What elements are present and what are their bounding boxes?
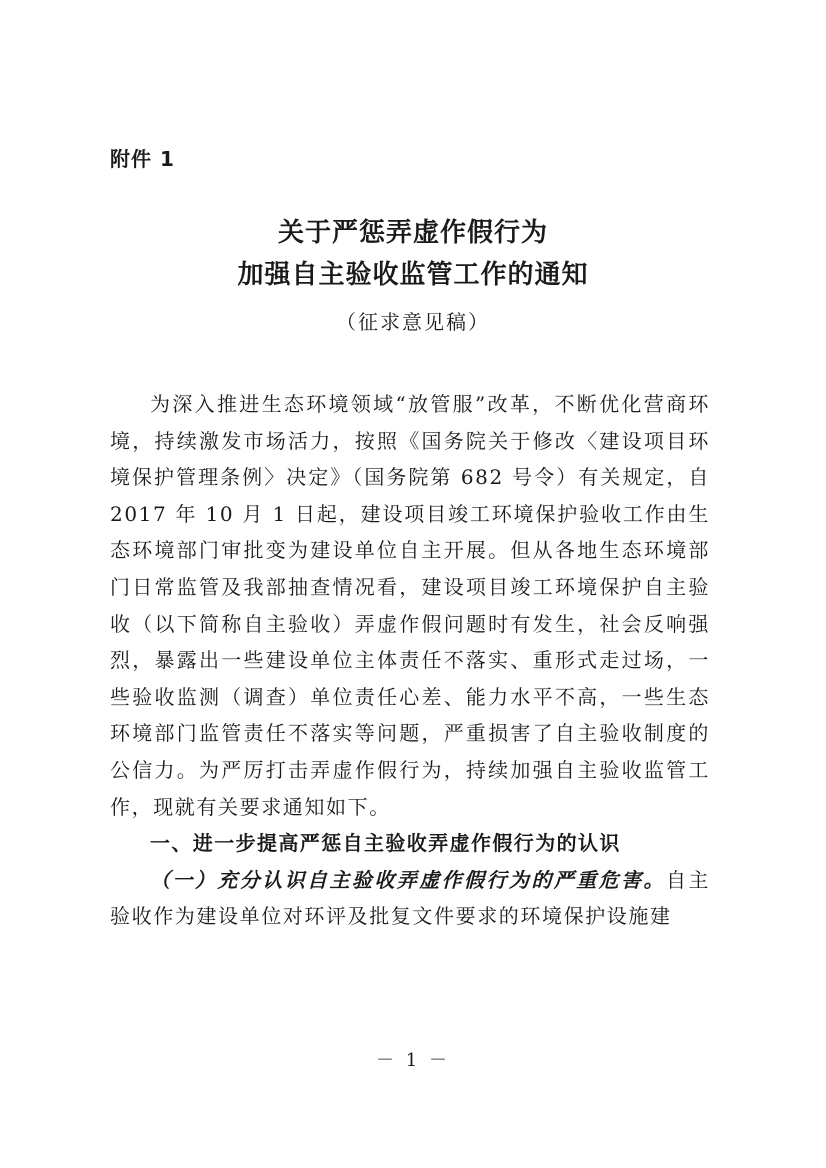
subsection-1-heading: （一）充分认识自主验收弄虚作假行为的严重危害。 <box>150 867 666 892</box>
section-1-heading: 一、进一步提高严惩自主验收弄虚作假行为的认识 <box>150 831 621 856</box>
subsection-1-text: 自主验收作为建设单位对环评及批复文件要求的环境保护设施建 <box>110 867 710 929</box>
intro-paragraph: 为深入推进生态环境领域“放管服”改革，不断优化营商环境，持续激发市场活力，按照《国务院关于修改〈建设项目环境保护管理条例〉决定》（国务院第 682 号令）有关规定，自 2017 年 10 月 1 日起，建设项目竣工环境保护验收工作由生态环境部门审批变为建设单位自主开展。但从各地生态环境部门日常监管及我部抽查情况看，建设项目竣工环境保护自主验收（以下简称自主验收）弄虚作假问题时有发生，社会反响强烈，暴露出一些建设单位主体责任不落实、重形式走过场，一些验收监测（调查）单位责任心差、能力水平不高，一些生态环境部门监管责任不落实等问题，严重损害了自主验收制度的公信力。为严厉打击弄虚作假行为，持续加强自主验收监管工作，现就有关要求通知如下。 <box>110 392 710 819</box>
page-number: － 1 － <box>376 1050 450 1071</box>
subsection-1-paragraph <box>110 862 710 935</box>
attachment-label: 附件 1 <box>110 147 175 171</box>
document-title-line-2: 加强自主验收监管工作的通知 <box>237 260 589 290</box>
document-title-line-1: 关于严惩弄虚作假行为 <box>277 218 548 248</box>
draft-status-subtitle: （征求意见稿） <box>336 310 490 334</box>
document-body <box>110 386 710 935</box>
